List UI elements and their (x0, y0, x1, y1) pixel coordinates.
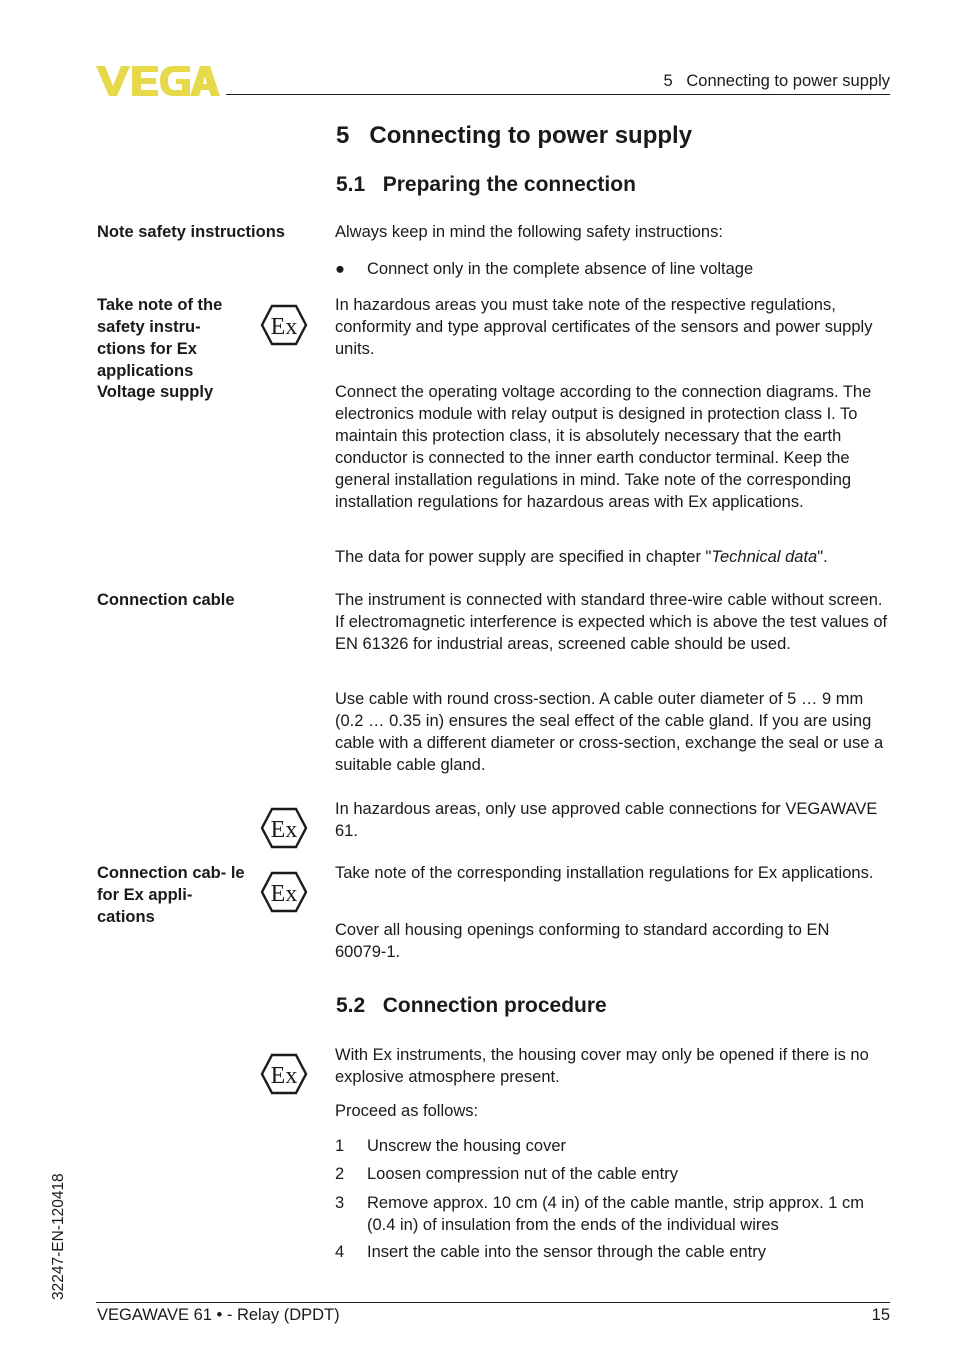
bullet-dot: ● (335, 260, 345, 278)
cable-paragraph-1: The instrument is connected with standard three-wire cable without screen. If electromagnetic interference is expected which is above the test values of EN 61326 for industrial areas, screened cable should be used. (335, 591, 888, 653)
ex-housing-paragraph: With Ex instruments, the housing cover may only be opened if there is no explosive atmosphere present. (335, 1046, 869, 1086)
cable-ex-paragraph: In hazardous areas, only use approved cable connections for VEGAWAVE 61. (335, 800, 878, 840)
ex-regulations-paragraph: In hazardous areas you must take note of the respective regulations, conformity and type approval certificates of the sensors and power supply units. (335, 296, 873, 358)
sidebar-voltage-supply: Voltage supply (97, 383, 214, 401)
ex-hazard-icon (260, 304, 308, 346)
voltage-paragraph: Connect the operating voltage according to the connection diagrams. The electronics module with relay output is designed in protection class I. To maintain this protection class, it is absolutely necessary that the earth conductor is connected to the inner earth conductor terminal. Keep the general installation regulations in mind. Take note of the corresponding installation regulations for hazardous areas with Ex applications. (335, 383, 872, 511)
cable-paragraph-2: Use cable with round cross-section. A cable outer diameter of 5 … 9 mm (0.2 … 0.35 in) ensures the seal effect of the cable gland. If you are using cable with a different diameter or cross-section, exchange the seal or use a suitable cable gland. (335, 690, 884, 774)
sidebar-take-note-ex: Take note of the safety instru- ctions for Ex applications (97, 296, 223, 380)
page-number: 15 (871, 1306, 890, 1324)
ex-hazard-icon (260, 871, 308, 913)
svg-text:Ex: Ex (270, 881, 298, 907)
svg-text:Ex: Ex (270, 817, 298, 843)
section-5-1-heading: 5.1 Preparing the connection (336, 173, 636, 196)
document-id: 32247-EN-120418 (50, 1173, 67, 1300)
cable-ex-paragraph-3: Cover all housing openings conforming to standard according to EN 60079-1. (335, 921, 830, 961)
intro-paragraph: Always keep in mind the following safety instructions: (335, 223, 723, 241)
running-header: 5 Connecting to power supply (663, 72, 890, 90)
svg-text:Ex: Ex (270, 314, 298, 340)
section-5-2-heading: 5.2 Connection procedure (336, 994, 607, 1017)
cable-ex-paragraph-2: Take note of the corresponding installation regulations for Ex applications. (335, 864, 874, 882)
proceed-paragraph: Proceed as follows: (335, 1102, 479, 1120)
sidebar-note-safety: Note safety instructions (97, 223, 285, 241)
footer-rule (96, 1302, 890, 1303)
svg-text:Ex: Ex (270, 1063, 298, 1089)
chapter-title: 5 Connecting to power supply (336, 122, 693, 149)
footer-product: VEGAWAVE 61 • - Relay (DPDT) (97, 1306, 340, 1324)
technical-data-paragraph: The data for power supply are specified in chapter "Technical data". (335, 548, 828, 566)
sidebar-connection-cable: Connection cable (97, 591, 235, 609)
sidebar-connection-cable-ex: Connection cab- le for Ex appli- cations (97, 864, 245, 926)
ex-hazard-icon (260, 1053, 308, 1095)
vega-logo (96, 66, 220, 96)
ex-hazard-icon (260, 807, 308, 849)
header-rule (226, 94, 890, 95)
